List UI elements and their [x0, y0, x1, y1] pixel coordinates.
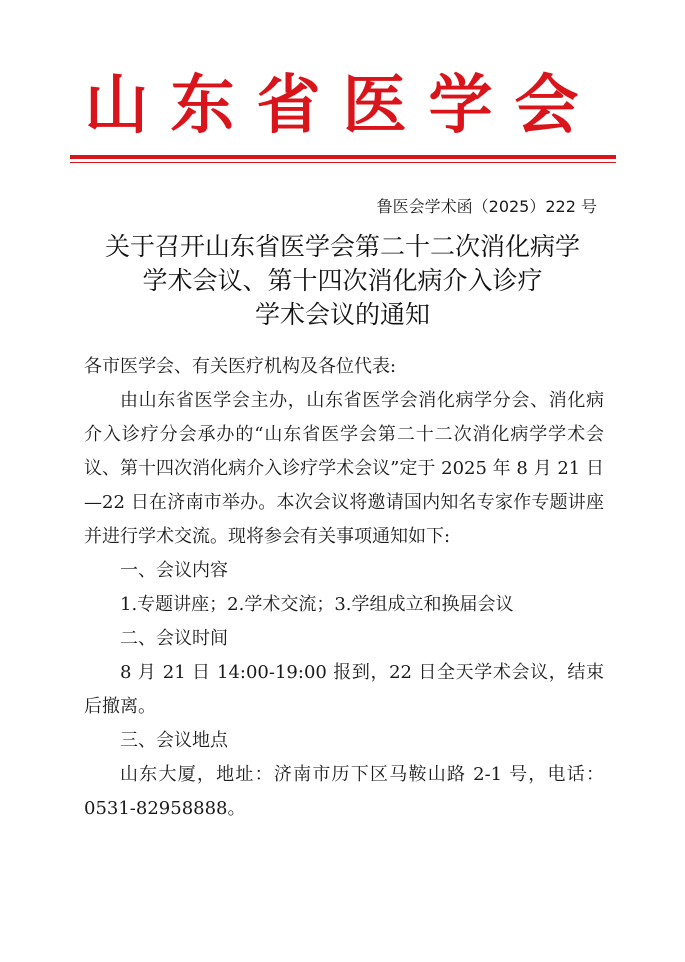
document-title	[60, 230, 625, 332]
masthead-rule-thin	[70, 162, 616, 163]
title-line-1: 关于召开山东省医学会第二十二次消化病学	[104, 232, 580, 261]
section-heading-content: 一、会议内容	[120, 560, 228, 581]
section-text-time: 8 月 21 日 14:00-19:00 报到，22 日全天学术会议，结束后撤离。	[84, 662, 604, 717]
masthead-title: 山东省医学会	[84, 68, 601, 143]
section-text-location: 山东大厦，地址：济南市历下区马鞍山路 2-1 号，电话：0531-82958888。	[84, 764, 604, 819]
masthead-rule-thick	[70, 155, 616, 159]
section-heading-location: 三、会议地点	[120, 730, 228, 751]
section-heading-time: 二、会议时间	[120, 628, 228, 649]
salutation: 各市医学会、有关医疗机构及各位代表:	[84, 356, 397, 377]
intro-paragraph: 由山东省医学会主办，山东省医学会消化病学分会、消化病介入诊疗分会承办的“山东省医学会第二十二次消化病学学术会议、第十四次消化病介入诊疗学术会议”定于 2025 年 8 月 21 日—22 日在济南市举办。本次会议将邀请国内知名专家作专题讲座并进行学术交流。现将参会有关事项通知如下:	[84, 390, 604, 547]
title-line-3: 学术会议的通知	[254, 300, 430, 329]
document-body	[84, 350, 604, 826]
section-text-content: 1.专题讲座；2.学术交流；3.学组成立和换届会议	[120, 594, 514, 615]
document-number: 鲁医会学术函（2025）222 号	[376, 197, 597, 216]
title-line-2: 学术会议、第十四次消化病介入诊疗	[142, 266, 543, 295]
